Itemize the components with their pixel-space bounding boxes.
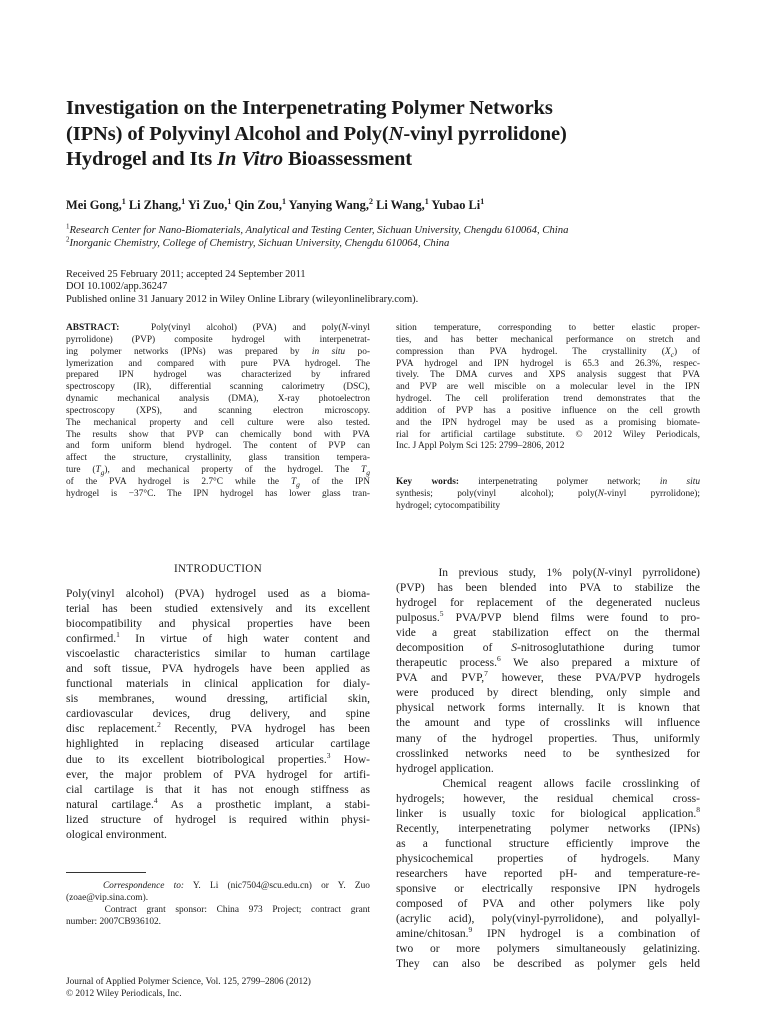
- section-heading: INTRODUCTION: [173, 563, 263, 575]
- author-list: [66, 198, 706, 213]
- abstract-text-continued: sition temperature, corresponding to better elastic proper- ties, and has better mechanical performance on stretch and compression than PVA hydrogel. The crystallinity $(X_c)$ of PVA hydrogel and IPN hydrogel is 65.3 and 26.3%, respec- tively. The DMA curves and XPS analysis suggest that PVA and PVP are well miscible on a molecular level in the IPN hydrogel. The cell proliferation trend demonstrates that the addition of PVP has a positive influence on the cell growth and the IPN hydrogel may be used as a promising biomate- rial for artificial cartilage substitute. © 2012 Wiley Periodicals, Inc. J Appl Polym Sci 125: 2799–2806, 2012: [396, 323, 700, 452]
- keywords: Key words: interpenetrating polymer network; in situ synthesis; poly(vinyl alcohol); poly(N-vinyl pyrrolidone); hydrogel; cytocompatibility: [396, 477, 700, 511]
- received-line: Received 25 February 2011; accepted 24 September 2011: [66, 269, 306, 280]
- footnotes: [66, 881, 370, 929]
- author: Yi Zuo,$^1$: [187, 196, 232, 212]
- footnote-divider: [66, 872, 146, 873]
- abstract-text: ABSTRACT: Poly(vinyl alcohol) (PVA) and poly(N-vinyl pyrrolidone) (PVP) composite hydrogel with interpenetrat- ing polymer networks (IPNs) was prepared by in situ po- lymerization and compared with pure PVA hydrogel. The prepared IPN hydrogel was characterized by infrared spectroscopy (IR), differential scanning calorimetry (DSC), dynamic mechanical analysis (DMA), X-ray photoelectron spectroscopy (XPS), and scanning electron microscopy. The mechanical property and cell culture were also tested. The results show that PVP can chemically bond with PVA and form uniform blend hydrogel. The content of PVP can affect the structure, crystallinity, glass transition tempera- ture $(T_g)$, and mechanical property of the hydrogel. The $T_g$ of the PVA hydrogel is 2.7°C while the $T_g$ of the IPN hydrogel is −37°C. The IPN hydrogel has lower glass tran-: [66, 323, 370, 499]
- published-line: Published online 31 January 2012 in Wiley Online Library (wileyonlinelibrary.com).: [66, 293, 419, 305]
- doi-line: DOI 10.1002/app.36247: [66, 281, 168, 293]
- copyright-line: © 2012 Wiley Periodicals, Inc.: [66, 988, 182, 999]
- affiliation-1: $^1$Research Center for Nano-Biomaterials, Analytical and Testing Center, Sichuan University, Chengdu 610064, China: [66, 222, 569, 236]
- title-line: (IPNs) of Polyvinyl Alcohol and Poly(N-vinyl pyrrolidone): [66, 122, 567, 145]
- grant-line: Contract grant sponsor: China 973 Project; contract grant: [104, 904, 370, 915]
- author: Qin Zou,$^1$: [234, 196, 286, 212]
- affiliation-2: $^2$Inorganic Chemistry, College of Chemistry, Sichuan University, Chengdu 610064, China: [66, 235, 450, 249]
- author: Mei Gong,$^1$: [66, 196, 126, 212]
- journal-citation: Journal of Applied Polymer Science, Vol. 125, 2799–2806 (2012): [66, 977, 311, 987]
- author: Li Zhang,$^1$: [128, 196, 186, 212]
- title-line: Hydrogel and Its In Vitro Bioassessment: [66, 148, 413, 170]
- abstract-label: ABSTRACT:: [66, 323, 120, 333]
- publication-dates: [66, 269, 706, 306]
- title-line: Investigation on the Interpenetrating Polymer Networks: [66, 97, 553, 119]
- keywords-label: Key words:: [396, 477, 459, 487]
- introduction-paragraph: Poly(vinyl alcohol) (PVA) hydrogel used as a bioma- terial has been studied extensively and its excellent biocompatibility and physical properties have been confirmed.$^1$ In virtue of high water content and viscoelastic characteristics similar to human cartilage and soft tissue, PVA hydrogels have been applied as functional materials in clinical application for dialy- sis membranes, wound dressing, artificial skin, cardiovascular devices, drug delivery, and spine disc replacement.$^2$ Recently, PVA hydrogel has been highlighted in replacing diseased articular cartilage due to its excellent biotribological properties.$^3$ How- ever, the major problem of PVA hydrogel for artifi- cial cartilage is that it has not enough stiffness as natural cartilage.$^4$ As a prosthetic implant, a stabi- lized structure of hydrogel is required within physi- ological environment.: [66, 588, 370, 841]
- affiliations: [66, 224, 716, 250]
- introduction-paragraph-continued: In previous study, 1% poly(N-vinyl pyrrolidone) (PVP) has been blended into PVA to stabilize the hydrogel for replacement of the degenerated nucleus pulposus.$^5$ PVA/PVP blend films were found to pro- vide a great stabilization effect on the thermal decomposition of S-nitrosoglutathione during tumor therapeutic process.$^6$ We also prepared a mixture of PVA and PVP,$^7$ however, these PVA/PVP hydrogels were produced by direct blending, only simple and physical network forms internally. It is known that the amount and type of crosslinks will influence many of the hydrogel properties. Thus, uniformly crosslinked networks need to be synthesized for hydrogel application. Chemical reagent allows facile crosslinking of hydrogels; however, the residual chemical cross- linker is usually toxic for biological application.$^8$ Recently, interpenetrating polymer networks (IPNs) as a functional structure efficiently improve the physicochemical properties of hydrogels. Many researchers have reported pH- and temperature-re- sponsive or electrically responsive IPN hydrogels composed of PVA and other polymers like poly (acrylic acid), poly(vinyl-pyrrolidone), and polyallyl- amine/chitosan.$^9$ IPN hydrogel is a combination of two or more polymers simultaneously gelatinizing. They can also be described as polymer gels held: [396, 567, 700, 971]
- journal-info: [66, 977, 370, 1001]
- grant-number: number: 2007CB936102.: [66, 916, 161, 927]
- correspondence-email: (zoae@vip.sina.com).: [66, 892, 149, 903]
- paper-title: [66, 96, 706, 173]
- author: Li Wang,$^1$: [376, 196, 429, 212]
- author: Yubao Li$^1$: [431, 196, 485, 212]
- author: Yanying Wang,$^2$: [288, 196, 373, 212]
- correspondence-label: Correspondence to:: [102, 881, 184, 891]
- correspondence-text: Y. Li (nic7504@scu.edu.cn) or Y. Zuo: [192, 881, 370, 891]
